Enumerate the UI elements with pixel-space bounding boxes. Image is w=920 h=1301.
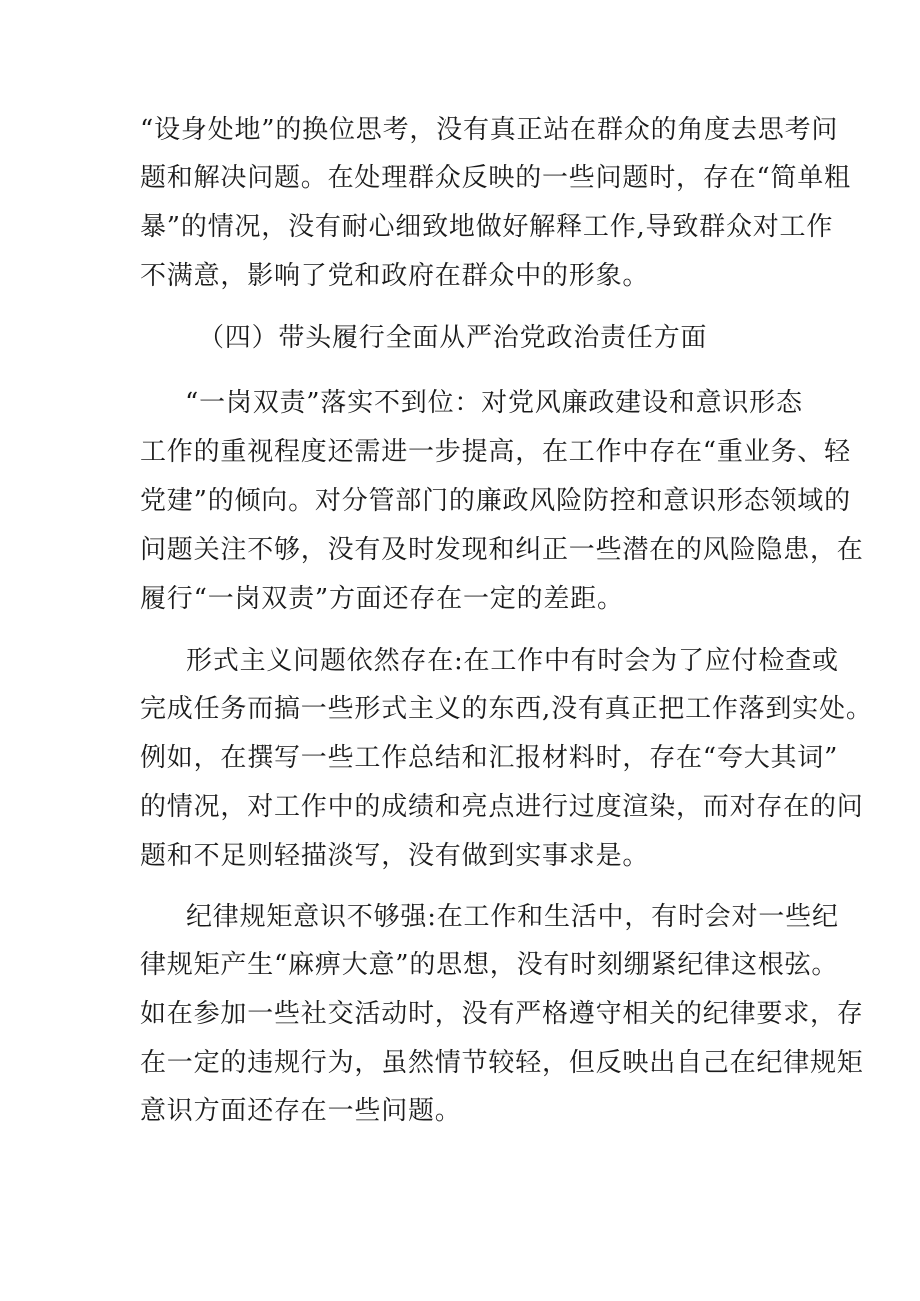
text-line: 纪律规矩意识不够强:在工作和生活中，有时会对一些纪 xyxy=(186,902,839,932)
text-line: 律规矩产生“麻痹大意”的思想，没有时刻绷紧纪律这根弦。 xyxy=(140,950,839,980)
text-line: 例如，在撰写一些工作总结和汇报材料时，存在“夸大其词” xyxy=(140,743,839,773)
text-line: “设身处地”的换位思考，没有真正站在群众的角度去思考问 xyxy=(140,115,839,145)
text-line: 问题关注不够，没有及时发现和纠正一些潜在的风险隐患，在 xyxy=(140,535,864,565)
text-line: 意识方面还存在一些问题。 xyxy=(140,1096,462,1126)
text-line: 的情况，对工作中的成绩和亮点进行过度渲染，而对存在的问 xyxy=(140,792,864,822)
text-line: 题和不足则轻描淡写，没有做到实事求是。 xyxy=(140,841,650,871)
text-line: 履行“一岗双责”方面还存在一定的差距。 xyxy=(140,584,624,614)
text-line: 形式主义问题依然存在:在工作中有时会为了应付检查或 xyxy=(186,646,839,676)
text-line: 党建”的倾向。对分管部门的廉政风险防控和意识形态领域的 xyxy=(140,486,851,516)
text-line: 暴”的情况，没有耐心细致地做好解释工作,导致群众对工作 xyxy=(140,212,834,242)
text-line: 完成任务而搞一些形式主义的东西,没有真正把工作落到实处。 xyxy=(140,694,873,724)
text-line: 不满意，影响了党和政府在群众中的形象。 xyxy=(140,261,650,291)
text-line: 题和解决问题。在处理群众反映的一些问题时，存在“简单粗 xyxy=(140,163,851,193)
text-line: “一岗双责”落实不到位：对党风廉政建设和意识形态 xyxy=(185,388,803,418)
text-line: 工作的重视程度还需进一步提高，在工作中存在“重业务、轻 xyxy=(140,437,851,467)
section-heading-text: （四）带头履行全面从严治党政治责任方面 xyxy=(198,323,708,353)
text-line: 如在参加一些社交活动时，没有严格遵守相关的纪律要求，存 xyxy=(140,999,864,1029)
text-line: 在一定的违规行为，虽然情节较轻，但反映出自己在纪律规矩 xyxy=(140,1048,864,1078)
